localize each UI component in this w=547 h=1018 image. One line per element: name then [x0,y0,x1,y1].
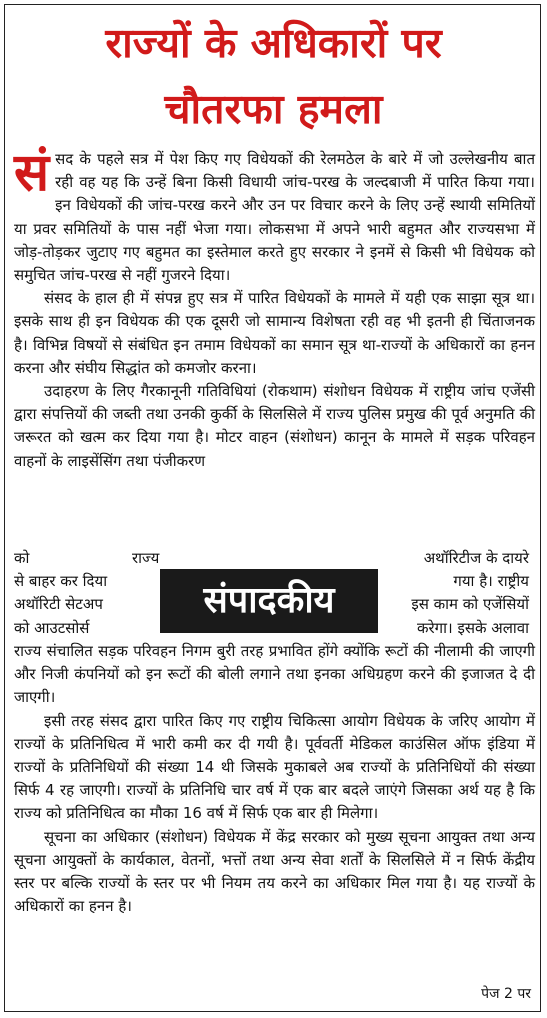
headline-line-2: चौतरफा हमला [164,85,383,133]
split-left: को आउटसोर्स [14,618,90,637]
article-body-bottom [14,640,535,918]
split-right: इस काम को एजेंसियों [411,595,529,614]
paragraph-4: इसी तरह संसद द्वारा पारित किए गए राष्ट्रीय चिकित्सा आयोग विधेयक के जरिए आयोग में राज्यों के प्रतिनिधित्व में भारी कमी कर दी गयी है। पूर्ववर्ती मेडिकल काउंसिल ऑफ इंडिया में राज्यों के प्रतिनिधियों की संख्या 14 थी जिसके मुकाबले अब राज्यों के प्रतिनिधियों की संख्या सिर्फ 4 रह जाएगी। राज्यों के प्रतिनिधि चार वर्ष में एक बार बदले जाएंगे जिसका अर्थ यह है कि राज्य को प्रतिनिधित्व का मौका 16 वर्ष में सिर्फ एक बार ही मिलेगा। [14,711,535,823]
paragraph-2: संसद के हाल ही में संपन्न हुए सत्र में पारित विधेयकों के मामले में यही एक साझा सूत्र था। इसके साथ ही इन विधेयक की एक दूसरी जो सामान्य विशेषता रही वह भी इतनी ही चिंताजनक है। विभिन्न विषयों से संबंधित इन तमाम विधेयकों का समान सूत्र था-राज्यों के अधिकारों का हनन करना और संघीय सिद्धांत को कमजोर करना। [14,289,535,377]
split-left: अथॉरिटी सेटअप [14,595,103,614]
split-mid: राज्य [132,549,160,567]
continued-page-ref[interactable]: पेज 2 पर [481,986,531,1002]
split-right: गया है। राष्ट्रीय [453,572,529,591]
headline-line-1: राज्यों के अधिकारों पर [105,19,442,67]
split-line [14,547,535,570]
split-left: को [14,549,30,567]
paragraph-3-top: उदाहरण के लिए गैरकानूनी गतिविधियां (रोकथाम) संशोधन विधेयक में राष्ट्रीय जांच एजेंसी द्वारा संपत्तियों की जब्ती तथा उनकी कुर्की के सिलसिले में राज्य पुलिस प्रमुख की पूर्व अनुमति की जरूरत को खत्म कर दिया गया है। मोटर वाहन (संशोधन) कानून के मामले में सड़क परिवहन वाहनों के लाइसेंसिंग तथा पंजीकरण [14,382,535,470]
drop-cap: सं [14,143,50,203]
split-left: से बाहर कर दिया [14,572,108,591]
paragraph-1-text: सद के पहले सत्र में पेश किए गए विधेयकों की रेलमठेल के बारे में जो उल्लेखनीय बात रही वह यह कि उन्हें बिना किसी विधायी जांच-परख के जल्दबाजी में पारित किया गया। इन विधेयकों की जांच-परख करने और उन पर विचार करने के लिए उन्हें स्थायी समितियों या प्रवर समितियों के पास नहीं भेजा गया। लोकसभा में अपने भारी बहुमत और राज्यसभा में जोड़-तोड़कर जुटाए गए बहुमत का इस्तेमाल करते हुए सरकार ने इनमें से किसी भी विधेयक को समुचित जांच-परख से नहीं गुजरने दिया। [14,150,535,285]
editorial-badge: संपादकीय [160,569,378,633]
paragraph-1 [14,143,535,287]
split-right: अथॉरिटीज के दायरे [423,549,529,567]
article-body-top [14,143,535,473]
split-right: करेगा। इसके अलावा [417,618,529,637]
paragraph-5: सूचना का अधिकार (संशोधन) विधेयक में केंद्र सरकार को मुख्य सूचना आयुक्त तथा अन्य सूचना आयुक्तों के कार्यकाल, वेतनों, भत्तों तथा अन्य सेवा शर्तों के सिलसिले में न सिर्फ केंद्रीय स्तर पर बल्कि राज्यों के स्तर पर भी नियम तय करने का अधिकार मिल गया है। यह राज्यों के अधिकारों का हनन है। [14,827,535,916]
paragraph-3-bottom: राज्य संचालित सड़क परिवहन निगम बुरी तरह प्रभावित होंगे क्योंकि रूटों की नीलामी की जाएगी और निजी कंपनियों को इन रूटों की बोली लगाने तथा इनका अधिग्रहण करने की इजाजत दे दी जाएगी। [14,642,535,707]
